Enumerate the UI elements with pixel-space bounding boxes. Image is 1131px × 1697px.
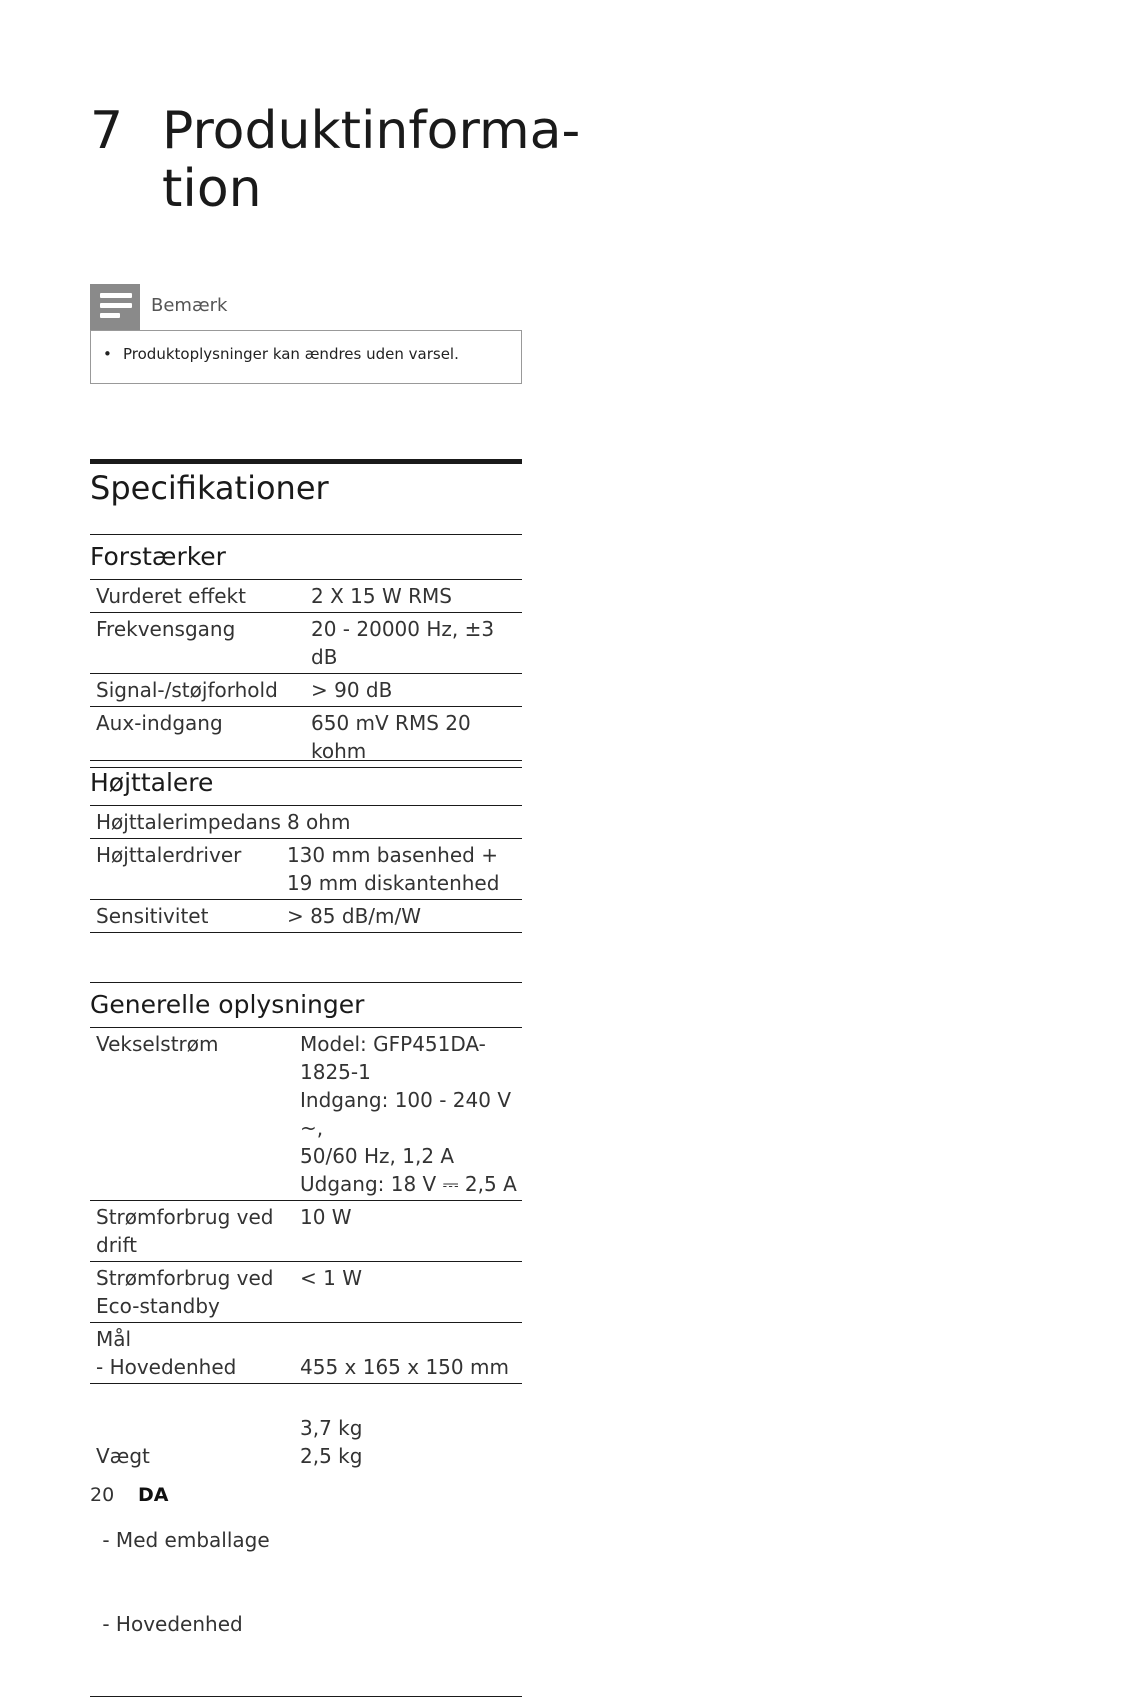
note-label: Bemærk xyxy=(151,295,228,316)
section-rule xyxy=(90,459,522,464)
note-item xyxy=(103,345,459,363)
spec-value: > 85 dB/m/W xyxy=(281,900,522,933)
spec-label: Sensitivitet xyxy=(90,900,281,933)
table-row xyxy=(90,839,522,900)
value-line: 3,7 kg xyxy=(300,1416,363,1440)
value-line: Model: GFP451DA- xyxy=(300,1032,486,1056)
spec-label xyxy=(90,1262,294,1323)
chapter-number: 7 xyxy=(90,101,124,161)
page-footer xyxy=(90,1484,169,1506)
table-row xyxy=(90,1262,522,1323)
label-line: Strømforbrug ved xyxy=(96,1205,274,1229)
speakers-section xyxy=(90,760,522,933)
spec-value xyxy=(294,1201,522,1262)
section-title: Specifikationer xyxy=(90,469,329,507)
page-number: 20 xyxy=(90,1484,115,1506)
language-code: DA xyxy=(138,1484,169,1506)
label-line: - Hovedenhed xyxy=(96,1355,237,1379)
label-line: - Med emballage xyxy=(96,1528,270,1552)
spec-label xyxy=(90,1384,294,1697)
label-line: - Hovedenhed xyxy=(96,1612,243,1636)
value-line: 10 W xyxy=(300,1205,352,1229)
general-section xyxy=(90,982,522,1697)
chapter-title-line-1: Produktinforma- xyxy=(162,101,581,161)
label-line: Strømforbrug ved xyxy=(96,1266,274,1290)
table-row xyxy=(90,707,522,768)
note-box xyxy=(90,330,522,384)
spec-label xyxy=(90,1028,294,1201)
value-line: Indgang: 100 - 240 V ~, xyxy=(300,1088,512,1140)
label-line: Vekselstrøm xyxy=(96,1032,219,1056)
table-row xyxy=(90,674,522,707)
note-item-text: Produktoplysninger kan ændres uden varsel. xyxy=(123,345,459,363)
note-icon xyxy=(90,284,140,330)
value-line: < 1 W xyxy=(300,1266,362,1290)
spec-label: Signal-/støjforhold xyxy=(90,674,305,707)
value-line: 1825-1 xyxy=(300,1060,371,1084)
speakers-title: Højttalere xyxy=(90,760,522,806)
spec-label xyxy=(90,1201,294,1262)
value-line: 50/60 Hz, 1,2 A xyxy=(300,1144,455,1168)
spec-label: Vurderet effekt xyxy=(90,580,305,613)
label-line: Eco-standby xyxy=(96,1294,220,1318)
table-row xyxy=(90,1323,522,1384)
value-line: Udgang: 18 V ⎓ 2,5 A xyxy=(300,1172,517,1196)
note-header xyxy=(90,284,522,330)
general-title: Generelle oplysninger xyxy=(90,982,522,1028)
label-line: Mål xyxy=(96,1327,132,1351)
amplifier-section xyxy=(90,534,522,768)
amplifier-title: Forstærker xyxy=(90,534,522,580)
label-line: Vægt xyxy=(96,1444,150,1468)
bullet-icon: • xyxy=(103,345,112,363)
spec-label: Højttalerimpedans xyxy=(90,806,281,839)
spec-value xyxy=(294,1262,522,1323)
spec-value: 650 mV RMS 20 kohm xyxy=(305,707,522,768)
chapter-title-line-2: tion xyxy=(162,159,262,219)
value-line xyxy=(300,1325,522,1353)
general-table xyxy=(90,1028,522,1697)
spec-value: > 90 dB xyxy=(305,674,522,707)
table-row xyxy=(90,580,522,613)
chapter-title xyxy=(162,101,581,219)
spec-label xyxy=(90,1323,294,1384)
value-line: 455 x 165 x 150 mm xyxy=(300,1355,509,1379)
amplifier-table xyxy=(90,580,522,768)
spec-label: Frekvensgang xyxy=(90,613,305,674)
table-row xyxy=(90,806,522,839)
speakers-table xyxy=(90,806,522,933)
spec-value xyxy=(294,1028,522,1201)
table-row xyxy=(90,1028,522,1201)
spec-value: 130 mm basenhed + 19 mm diskantenhed xyxy=(281,839,522,900)
table-row xyxy=(90,900,522,933)
spec-value xyxy=(294,1384,522,1697)
table-row xyxy=(90,1201,522,1262)
spec-value: 2 X 15 W RMS xyxy=(305,580,522,613)
label-line: drift xyxy=(96,1233,138,1257)
spec-label: Højttalerdriver xyxy=(90,839,281,900)
table-row xyxy=(90,613,522,674)
spec-value: 20 - 20000 Hz, ±3 dB xyxy=(305,613,522,674)
spec-label: Aux-indgang xyxy=(90,707,305,768)
value-line: 2,5 kg xyxy=(300,1444,363,1468)
spec-value: 8 ohm xyxy=(281,806,522,839)
value-line xyxy=(300,1386,522,1414)
table-row xyxy=(90,1384,522,1697)
spec-value xyxy=(294,1323,522,1384)
